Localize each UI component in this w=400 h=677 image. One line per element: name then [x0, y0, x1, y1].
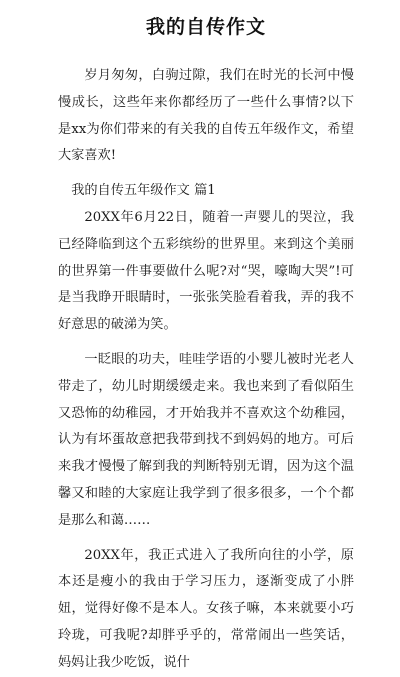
body-paragraph-1: 20XX年6月22日，随着一声婴儿的哭泣，我已经降临到这个五彩缤纷的世界里。来到这个美丽的世界第一件事要做什么呢?对“哭，嚎啕大哭”!可是当我睁开眼睛时，一张张笑脸看着我，弄的我不好意思的破涕为笑。: [58, 209, 354, 333]
body-paragraph-2: 一眨眼的功夫，哇哇学语的小婴儿被时光老人带走了，幼儿时期缓缓走来。我也来到了看似陌生又恐怖的幼稚园，才开始我并不喜欢这个幼稚园，认为有坏蛋故意把我带到找不到妈妈的地方。可后来我才慢慢了解到我的判断特别无谓，因为这个温馨又和睦的大家庭让我学到了很多很多，一个个都是那么和蔼……: [58, 351, 354, 528]
intro-paragraph: 岁月匆匆，白驹过隙，我们在时光的长河中慢慢成长，这些年来你都经历了一些什么事情?以下是xx为你们带来的有关我的自传五年级作文，希望大家喜欢!: [58, 68, 354, 164]
body-paragraph-3: 20XX年，我正式进入了我所向往的小学，原本还是瘦小的我由于学习压力，逐渐变成了小胖妞，觉得好像不是本人。女孩子嘛，本来就要小巧玲珑，可我呢?却胖乎乎的，常常闹出一些笑话，妈妈让我少吃饭，说什: [58, 547, 354, 670]
document-title: 我的自传作文: [145, 16, 266, 38]
essay-subheading: 我的自传五年级作文 篇1: [71, 183, 216, 199]
